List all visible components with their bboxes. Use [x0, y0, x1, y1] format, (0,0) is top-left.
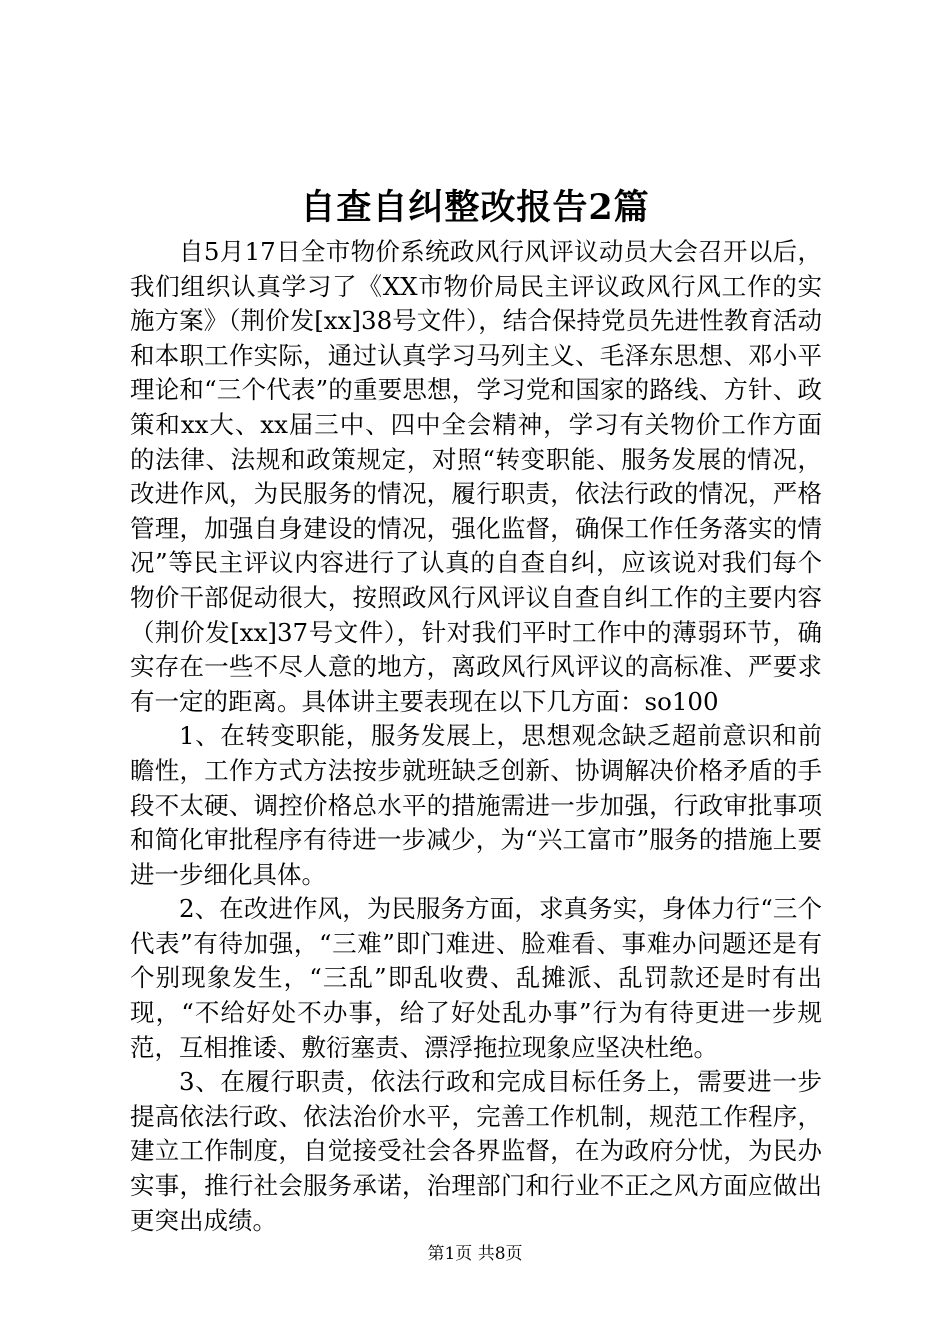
- document-body: [130, 235, 822, 1238]
- paragraph-item-3: 3、在履行职责，依法行政和完成目标任务上，需要进一步提高依法行政、依法治价水平，完善工作机制，规范工作程序，建立工作制度，自觉接受社会各界监督，在为政府分忧，为民办实事，推行社会服务承诺，治理部门和行业不正之风方面应做出更突出成绩。: [130, 1067, 822, 1235]
- page-number-footer: 第1页 共8页: [427, 1244, 523, 1264]
- paragraph-item-1: 1、在转变职能，服务发展上，思想观念缺乏超前意识和前瞻性，工作方式方法按步就班缺乏创新、协调解决价格矛盾的手段不太硬、调控价格总水平的措施需进一步加强，行政审批事项和简化审批程序有待进一步减少，为“兴工富市”服务的措施上要进一步细化具体。: [130, 721, 822, 889]
- paragraph-item-2: 2、在改进作风，为民服务方面，求真务实，身体力行“三个代表”有待加强，“三难”即门难进、脸难看、事难办问题还是有个别现象发生，“三乱”即乱收费、乱摊派、乱罚款还是时有出现，“不给好处不办事，给了好处乱办事”行为有待更进一步规范，互相推诿、敷衍塞责、漂浮拖拉现象应坚决杜绝。: [130, 894, 822, 1062]
- paragraph-intro: 自5月17日全市物价系统政风行风评议动员大会召开以后，我们组织认真学习了《XX市物价局民主评议政风行风工作的实施方案》（荆价发[xx]38号文件），结合保持党员先进性教育活动和本职工作实际，通过认真学习马列主义、毛泽东思想、邓小平理论和“三个代表”的重要思想，学习党和国家的路线、方针、政策和xx大、xx届三中、四中全会精神，学习有关物价工作方面的法律、法规和政策规定，对照“转变职能、服务发展的情况，改进作风，为民服务的情况，履行职责，依法行政的情况，严格管理，加强自身建设的情况，强化监督，确保工作任务落实的情况”等民主评议内容进行了认真的自查自纠，应该说对我们每个物价干部促动很大，按照政风行风评议自查自纠工作的主要内容（荆价发[xx]37号文件），针对我们平时工作中的薄弱环节，确实存在一些不尽人意的地方，离政风行风评议的高标准、严要求有一定的距离。具体讲主要表现在以下几方面：so100: [130, 237, 822, 716]
- document-title: 自查自纠整改报告2篇: [300, 187, 650, 228]
